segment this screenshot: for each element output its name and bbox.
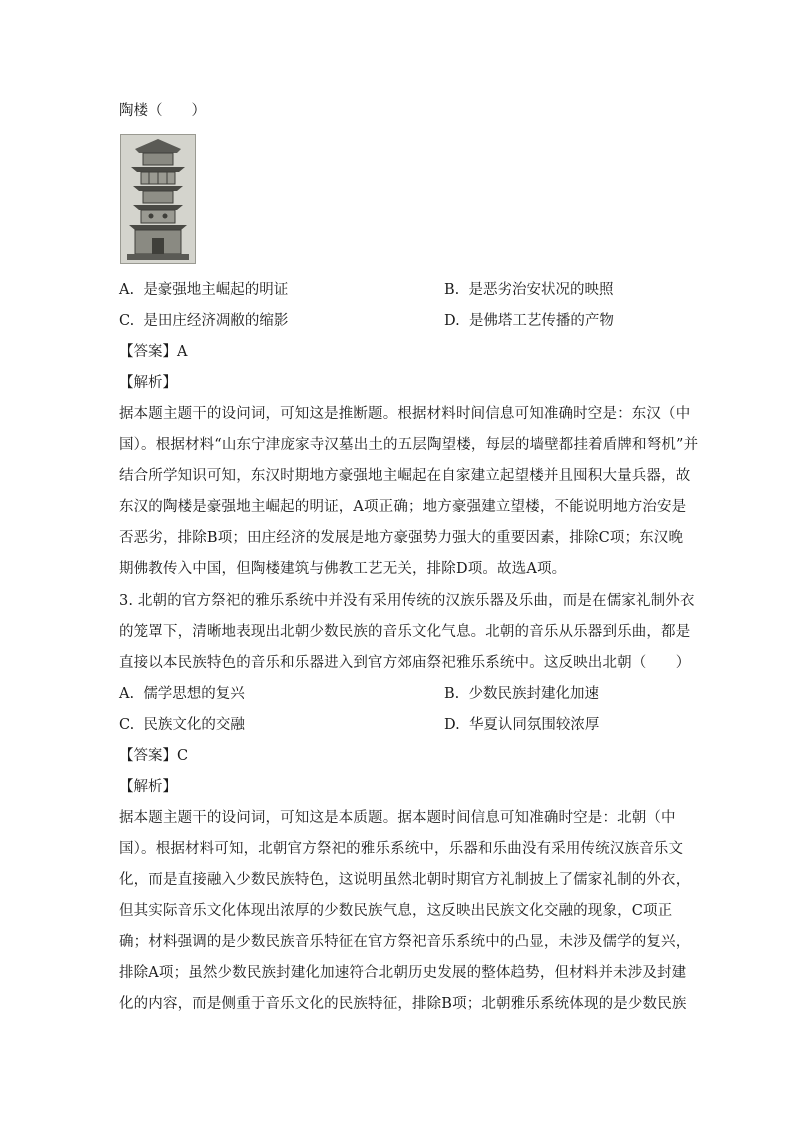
option-text: 是田庄经济凋敝的缩影 bbox=[143, 313, 289, 329]
option-letter: B. bbox=[444, 282, 460, 298]
option-letter: B. bbox=[444, 686, 460, 702]
analysis-line: 国）。根据材料“山东宁津庞家寺汉墓出土的五层陶望楼，每层的墙壁都挂着盾牌和弩机”并 bbox=[119, 437, 699, 453]
question-stem-line: 的笼罩下，清晰地表现出北朝少数民族的音乐文化气息。北朝的音乐从乐器到乐曲，都是 bbox=[119, 624, 691, 640]
option-text: 少数民族封建化加速 bbox=[468, 686, 599, 702]
option-letter: D. bbox=[444, 717, 460, 733]
analysis-line: 化，而是直接融入少数民族特色，这说明虽然北朝时期官方礼制披上了儒家礼制的外衣， bbox=[119, 872, 691, 888]
option-letter: D. bbox=[444, 313, 460, 329]
analysis-line: 化的内容，而是侧重于音乐文化的民族特征，排除B项；北朝雅乐系统体现的是少数民族 bbox=[119, 996, 687, 1012]
option-text: 是恶劣治安状况的映照 bbox=[468, 282, 614, 298]
analysis-line: 但其实际音乐文化体现出浓厚的少数民族气息，这反映出民族文化交融的现象，C项正 bbox=[119, 903, 673, 919]
option-letter: C. bbox=[119, 313, 135, 329]
option-a bbox=[119, 684, 245, 704]
question-stem-line: 3. 北朝的官方祭祀的雅乐系统中并没有采用传统的汉族乐器及乐曲，而是在儒家礼制外衣 bbox=[119, 593, 695, 609]
option-b bbox=[444, 684, 599, 704]
analysis-line: 排除A项；虽然少数民族封建化加速符合北朝历史发展的整体趋势，但材料并未涉及封建 bbox=[119, 965, 687, 981]
option-letter: A. bbox=[119, 686, 135, 702]
analysis-line: 据本题主题干的设问词，可知这是推断题。根据材料时间信息可知准确时空是：东汉（中 bbox=[119, 406, 691, 422]
pottery-tower-image bbox=[120, 134, 196, 264]
analysis-line: 东汉的陶楼是豪强地主崛起的明证，A项正确；地方豪强建立望楼，不能说明地方治安是 bbox=[119, 499, 687, 515]
option-a bbox=[119, 280, 288, 300]
answer-label: 【答案】A bbox=[119, 344, 188, 360]
analysis-line: 据本题主题干的设问词，可知这是本质题。据本题时间信息可知准确时空是：北朝（中 bbox=[119, 810, 676, 826]
analysis-line: 否恶劣，排除B项；田庄经济的发展是地方豪强势力强大的重要因素，排除C项；东汉晚 bbox=[119, 530, 684, 546]
option-text: 是豪强地主崛起的明证 bbox=[143, 282, 289, 298]
analysis-label: 【解析】 bbox=[119, 375, 177, 391]
option-text: 是佛塔工艺传播的产物 bbox=[468, 313, 614, 329]
option-d bbox=[444, 715, 599, 735]
pottery-tower-illustration bbox=[121, 135, 195, 263]
answer-label: 【答案】C bbox=[119, 748, 189, 764]
option-letter: A. bbox=[119, 282, 135, 298]
analysis-line: 国）。根据材料可知，北朝官方祭祀的雅乐系统中，乐器和乐曲没有采用传统汉族音乐文 bbox=[119, 841, 684, 857]
option-c bbox=[119, 311, 288, 331]
option-text: 儒学思想的复兴 bbox=[143, 686, 245, 702]
option-text: 华夏认同氛围较浓厚 bbox=[468, 717, 600, 733]
question-stem-tail: 陶楼（ ） bbox=[119, 103, 206, 119]
option-text: 民族文化的交融 bbox=[143, 717, 245, 733]
analysis-line: 结合所学知识可知，东汉时期地方豪强地主崛起在自家建立起望楼并且囤积大量兵器，故 bbox=[119, 468, 691, 484]
option-d bbox=[444, 311, 614, 331]
option-c bbox=[119, 715, 245, 735]
question-stem-line: 直接以本民族特色的音乐和乐器进入到官方郊庙祭祀雅乐系统中。这反映出北朝（ ） bbox=[119, 655, 691, 671]
analysis-line: 确；材料强调的是少数民族音乐特征在官方祭祀音乐系统中的凸显，未涉及儒学的复兴， bbox=[119, 934, 691, 950]
option-letter: C. bbox=[119, 717, 135, 733]
analysis-label: 【解析】 bbox=[119, 779, 177, 795]
option-b bbox=[444, 280, 613, 300]
analysis-line: 期佛教传入中国，但陶楼建筑与佛教工艺无关，排除D项。故选A项。 bbox=[119, 561, 567, 577]
